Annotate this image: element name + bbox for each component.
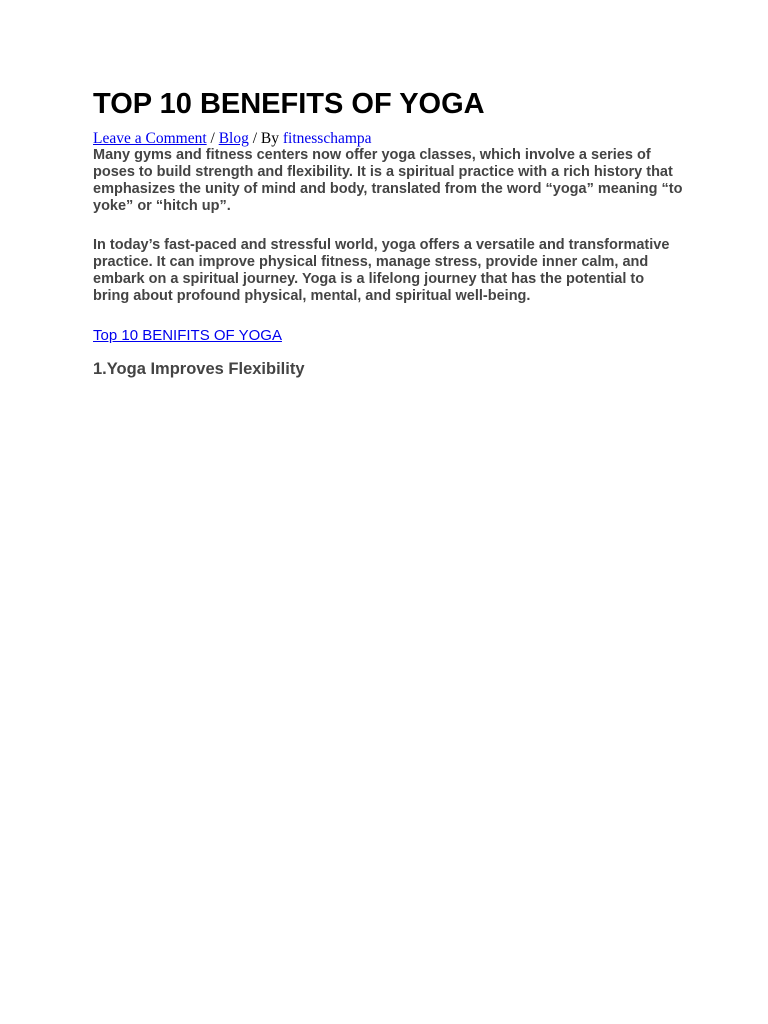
intro-paragraph: Many gyms and fitness centers now offer yoga classes, which involve a series of poses to build strength and flexibility. It is a spiritual practice with a rich history that emphasizes the unity of mind and body, translated from the word “yoga” meaning “to yoke” or “hitch up”. — [93, 147, 683, 214]
meta-by-text: / By — [248, 130, 283, 147]
author-link[interactable]: fitnesschampa — [282, 130, 372, 147]
category-link-blog[interactable]: Blog — [218, 130, 249, 147]
section-heading: 1.Yoga Improves Flexibility — [93, 360, 305, 378]
article — [93, 86, 683, 379]
page-title: TOP 10 BENEFITS OF YOGA — [93, 88, 485, 120]
body-paragraph: In today’s fast-paced and stressful world, yoga offers a versatile and transformative practice. It can improve physical fitness, manage stress, provide inner calm, and embark on a spiritual journey. Yoga is a lifelong journey that has the potential to bring about profound physical, mental, and spiritual well-being. — [93, 237, 670, 304]
meta-separator: / — [206, 130, 219, 147]
leave-comment-link[interactable]: Leave a Comment — [93, 130, 207, 147]
post-meta — [93, 130, 683, 147]
table-of-contents-link[interactable]: Top 10 BENIFITS OF YOGA — [93, 327, 282, 344]
